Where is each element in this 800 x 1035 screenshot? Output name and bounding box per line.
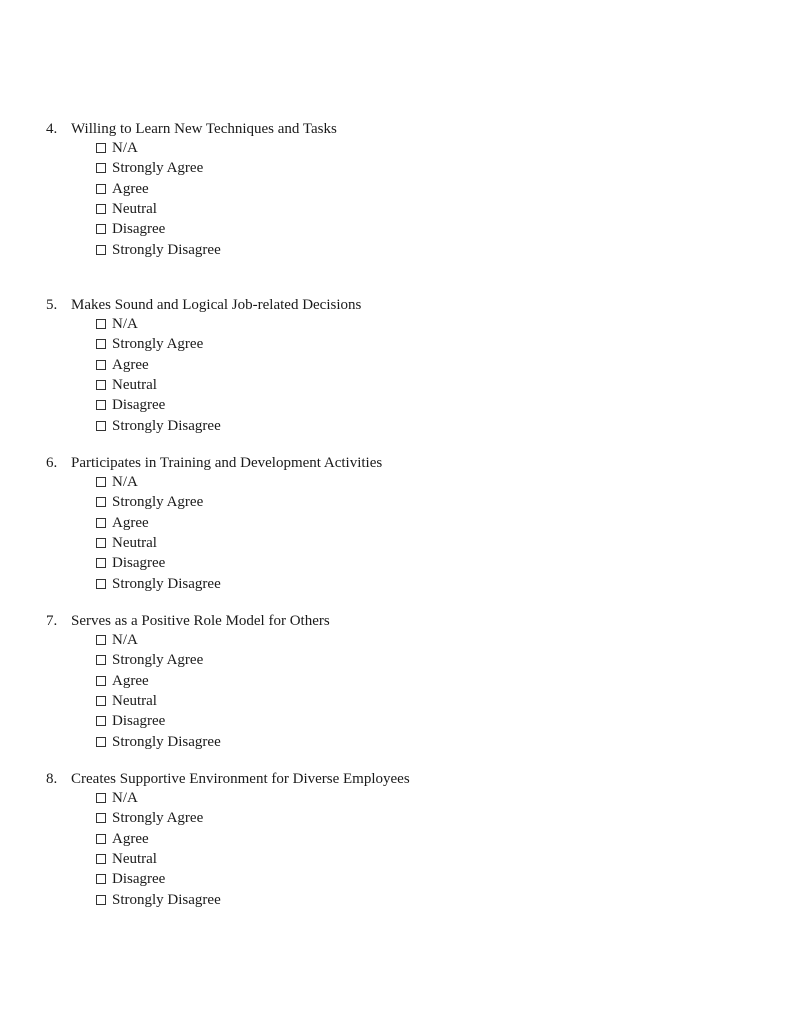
option-strongly-agree[interactable] [96, 492, 203, 512]
option-label: Strongly Agree [112, 494, 204, 510]
question-text: Willing to Learn New Techniques and Tasks [71, 121, 337, 137]
checkbox-icon[interactable] [96, 360, 106, 370]
option-label: Agree [112, 181, 149, 197]
option-neutral[interactable] [96, 199, 157, 219]
checkbox-icon[interactable] [96, 224, 106, 234]
checkbox-icon[interactable] [96, 204, 106, 214]
question-number: 8. [46, 771, 58, 787]
option-disagree[interactable] [96, 869, 165, 889]
option-label: N/A [112, 632, 138, 648]
checkbox-icon[interactable] [96, 635, 106, 645]
checkbox-icon[interactable] [96, 163, 106, 173]
checkbox-icon[interactable] [96, 874, 106, 884]
checkbox-icon[interactable] [96, 558, 106, 568]
option-label: Strongly Disagree [112, 242, 221, 258]
checkbox-icon[interactable] [96, 579, 106, 589]
checkbox-icon[interactable] [96, 737, 106, 747]
option-neutral[interactable] [96, 691, 157, 711]
checkbox-icon[interactable] [96, 655, 106, 665]
option-label: Agree [112, 357, 149, 373]
question-heading [46, 453, 382, 473]
option-label: Disagree [112, 871, 166, 887]
option-label: Neutral [112, 535, 157, 551]
option-label: Strongly Agree [112, 160, 204, 176]
option-label: Strongly Agree [112, 652, 204, 668]
option-disagree[interactable] [96, 711, 165, 731]
checkbox-icon[interactable] [96, 477, 106, 487]
checkbox-icon[interactable] [96, 184, 106, 194]
option-label: N/A [112, 140, 138, 156]
option-label: Strongly Disagree [112, 892, 221, 908]
option-strongly-agree[interactable] [96, 808, 203, 828]
option-label: Agree [112, 515, 149, 531]
question-heading [46, 611, 330, 631]
option-label: Neutral [112, 377, 157, 393]
option-agree[interactable] [96, 671, 149, 691]
option-na[interactable] [96, 788, 138, 808]
option-disagree[interactable] [96, 219, 165, 239]
option-strongly-disagree[interactable] [96, 416, 221, 436]
option-strongly-disagree[interactable] [96, 732, 221, 752]
checkbox-icon[interactable] [96, 716, 106, 726]
checkbox-icon[interactable] [96, 380, 106, 390]
checkbox-icon[interactable] [96, 518, 106, 528]
option-label: Disagree [112, 397, 166, 413]
option-na[interactable] [96, 138, 138, 158]
option-strongly-disagree[interactable] [96, 574, 221, 594]
option-disagree[interactable] [96, 553, 165, 573]
option-na[interactable] [96, 630, 138, 650]
checkbox-icon[interactable] [96, 400, 106, 410]
option-label: Agree [112, 673, 149, 689]
option-label: N/A [112, 790, 138, 806]
option-neutral[interactable] [96, 533, 157, 553]
option-agree[interactable] [96, 355, 149, 375]
option-agree[interactable] [96, 829, 149, 849]
option-label: Neutral [112, 201, 157, 217]
checkbox-icon[interactable] [96, 813, 106, 823]
question-text: Participates in Training and Development Activities [71, 455, 383, 471]
checkbox-icon[interactable] [96, 676, 106, 686]
checkbox-icon[interactable] [96, 793, 106, 803]
option-label: Neutral [112, 851, 157, 867]
checkbox-icon[interactable] [96, 245, 106, 255]
question-heading [46, 295, 361, 315]
checkbox-icon[interactable] [96, 854, 106, 864]
option-strongly-agree[interactable] [96, 650, 203, 670]
question-number: 6. [46, 455, 58, 471]
question-heading [46, 119, 337, 139]
option-label: Disagree [112, 713, 166, 729]
option-agree[interactable] [96, 513, 149, 533]
checkbox-icon[interactable] [96, 421, 106, 431]
option-label: Disagree [112, 555, 166, 571]
option-label: Strongly Agree [112, 810, 204, 826]
checkbox-icon[interactable] [96, 538, 106, 548]
checkbox-icon[interactable] [96, 143, 106, 153]
option-na[interactable] [96, 314, 138, 334]
checkbox-icon[interactable] [96, 895, 106, 905]
option-label: Strongly Disagree [112, 418, 221, 434]
question-text: Makes Sound and Logical Job-related Decisions [71, 297, 362, 313]
question-heading [46, 769, 410, 789]
checkbox-icon[interactable] [96, 319, 106, 329]
option-strongly-disagree[interactable] [96, 240, 221, 260]
option-label: Neutral [112, 693, 157, 709]
question-number: 4. [46, 121, 58, 137]
option-label: Strongly Disagree [112, 576, 221, 592]
question-number: 7. [46, 613, 58, 629]
question-text: Creates Supportive Environment for Diverse Employees [71, 771, 410, 787]
option-label: Agree [112, 831, 149, 847]
checkbox-icon[interactable] [96, 834, 106, 844]
option-label: N/A [112, 316, 138, 332]
option-strongly-agree[interactable] [96, 334, 203, 354]
option-strongly-agree[interactable] [96, 158, 203, 178]
checkbox-icon[interactable] [96, 339, 106, 349]
option-neutral[interactable] [96, 375, 157, 395]
option-label: Strongly Agree [112, 336, 204, 352]
option-agree[interactable] [96, 179, 149, 199]
checkbox-icon[interactable] [96, 696, 106, 706]
option-label: Disagree [112, 221, 166, 237]
option-label: N/A [112, 474, 138, 490]
option-neutral[interactable] [96, 849, 157, 869]
option-strongly-disagree[interactable] [96, 890, 221, 910]
question-text: Serves as a Positive Role Model for Others [71, 613, 330, 629]
question-number: 5. [46, 297, 58, 313]
checkbox-icon[interactable] [96, 497, 106, 507]
option-disagree[interactable] [96, 395, 165, 415]
option-na[interactable] [96, 472, 138, 492]
option-label: Strongly Disagree [112, 734, 221, 750]
